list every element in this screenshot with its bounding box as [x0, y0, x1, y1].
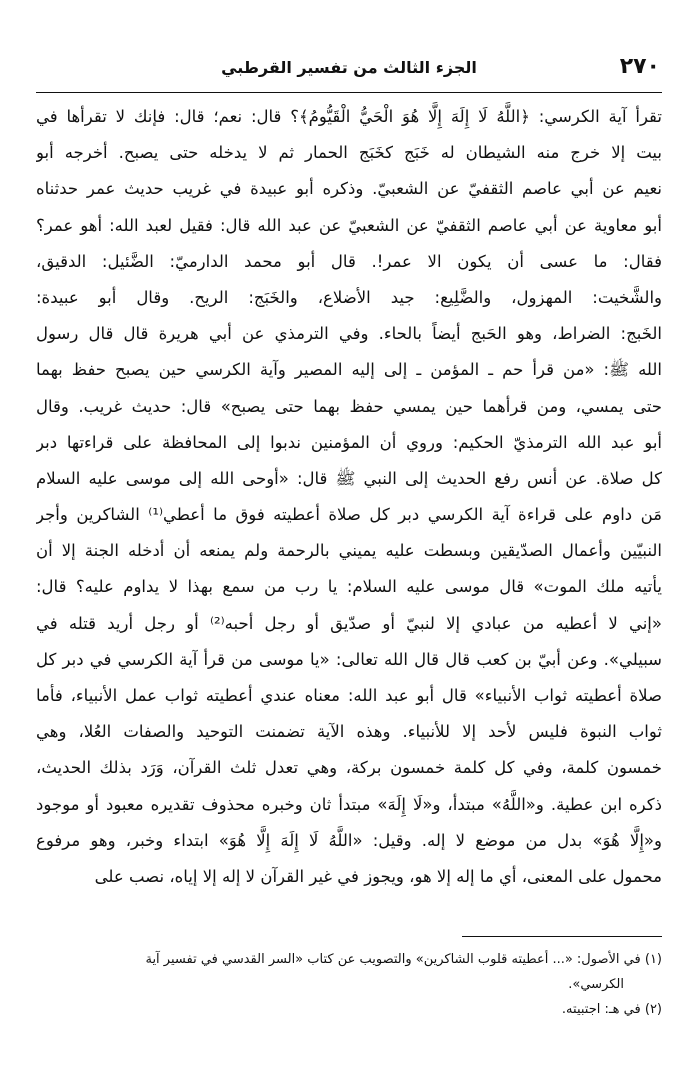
footnote-1-continued: الكرسي».: [568, 977, 624, 992]
body-text: [36, 99, 662, 895]
text-line: بيت إلا خرج منه الشيطان له خَبَج كخَبَج الحمار ثم لا يدخله حتى يصبح. أخرجه أبو: [36, 143, 662, 163]
text-line: والشَّخيت: المهزول، والضَّلِيع: جيد الأضلاع، والخَبَج: الريح. وقال أبو عبيدة:: [36, 287, 662, 307]
text-line: نعيم عن أبي عاصم الثقفيّ عن الشعبيّ. وذكره أبو عبيدة في غريب حديث عمر حدثناه: [36, 179, 662, 199]
text-line: النبيّين وأعمال الصدّيقين وبسطت عليه يميني بالرحمة ولم يمنعه أن أدخله الجنة إلا أن: [36, 541, 662, 561]
text-line: الله ﷺ: «من قرأ حم ـ المؤمن ـ إلى إليه المصير وآية الكرسي حين يصبح حفظ بهما: [36, 360, 662, 380]
text-line: مَن داوم على قراءة آية الكرسي دبر كل صلاة أعطيته فوق ما أعطي⁽¹⁾ الشاكرين وأجر: [36, 505, 662, 525]
running-title: الجزء الثالث من تفسير القرطبي: [221, 58, 477, 77]
footnotes: [36, 936, 662, 1022]
text-line: صلاة أعطيته ثواب الأنبياء» قال أبو عبد الله: معناه عندي أعطيته ثواب عمل الأنبياء، فأما: [36, 686, 662, 705]
text-line: «إني لا أعطيه من عبادي إلا لنبيّ أو صدّيق أو رجل أحبه⁽²⁾ أو رجل أريد قتله في: [36, 613, 662, 633]
text-line: سبيلي». وعن أبيّ بن كعب قال قال الله تعالى: «يا موسى من قرأ آية الكرسي في دبر كل: [36, 649, 662, 669]
text-line: يأتيه ملك الموت» قال موسى عليه السلام: يا رب من سمع بهذا لا يداوم عليه؟ قال:: [36, 577, 662, 597]
text-line: أبو معاوية عن أبي عاصم الثقفيّ عن الشعبيّ عن عبد الله قال: فقيل لعبد الله: أهو عمر؟: [36, 215, 662, 235]
book-page: [36, 48, 662, 1058]
text-line: حتى يمسي، ومن قرأهما حين يمسي حفظ بهما حتى يصبح» قال: حديث غريب. وقال: [36, 396, 662, 416]
text-line: ثواب النبوة فليس لأحد إلا للأنبياء. وهذه الآية تضمنت التوحيد والصفات العُلا، وهي: [36, 722, 662, 742]
text-line: كل صلاة. عن أنس رفع الحديث إلى النبي ﷺ قال: «أوحى الله إلى موسى عليه السلام: [36, 468, 662, 488]
text-line: ذكره ابن عطية. و«اللَّهُ» مبتدأ، و«لَا إِلَهَ» مبتدأ ثان وخبره محذوف تقديره معبود أو موجود: [36, 794, 662, 814]
text-line: تقرأ آية الكرسي: ﴿اللَّهُ لَا إِلَهَ إِلَّا هُوَ الْحَيُّ الْقَيُّومُ﴾؟ قال: نعم؛ قال: فإنك لا تقرأها في: [36, 107, 662, 126]
text-line: محمول على المعنى، أي ما إله إلا هو، ويجوز في غير القرآن لا إله إلا إياه، نصب على: [94, 866, 662, 886]
text-line: خمسون كلمة، وفي كل كلمة خمسون بركة، وهي تعدل ثلث القرآن، وَرَد بذلك الحديث،: [36, 758, 662, 778]
footnote-divider: [462, 936, 662, 937]
footnote-2: (٢) في هـ: اجتبيته.: [561, 1002, 662, 1017]
text-line: و«إِلَّا هُوَ» بدل من موضع لا إله. وقيل: «اللَّهُ لَا إِلَهَ إِلَّا هُوَ» ابتداء وخبر، وهو مرفوع: [36, 830, 662, 850]
text-line: الخَبج: الضراط، وهو الحَبج أيضاً بالحاء. وفي الترمذي عن أبي هريرة قال قال رسول: [36, 324, 662, 344]
text-line: فقال: ما عسى أن يكون الا عمر!. قال أبو محمد الدارميّ: الضَّئيل: الدقيق،: [36, 251, 662, 271]
text-line: أبو عبد الله الترمذيّ الحكيم: وروي أن المؤمنين ندبوا إلى المحافظة على قراءتها دبر: [36, 432, 662, 452]
page-number: ٢٧٠: [619, 54, 660, 79]
page-header: [36, 48, 662, 93]
footnote-1: (١) في الأصول: «... أعطيته قلوب الشاكرين» والتصويب عن كتاب «السر القدسي في تفسير آية: [145, 952, 662, 967]
